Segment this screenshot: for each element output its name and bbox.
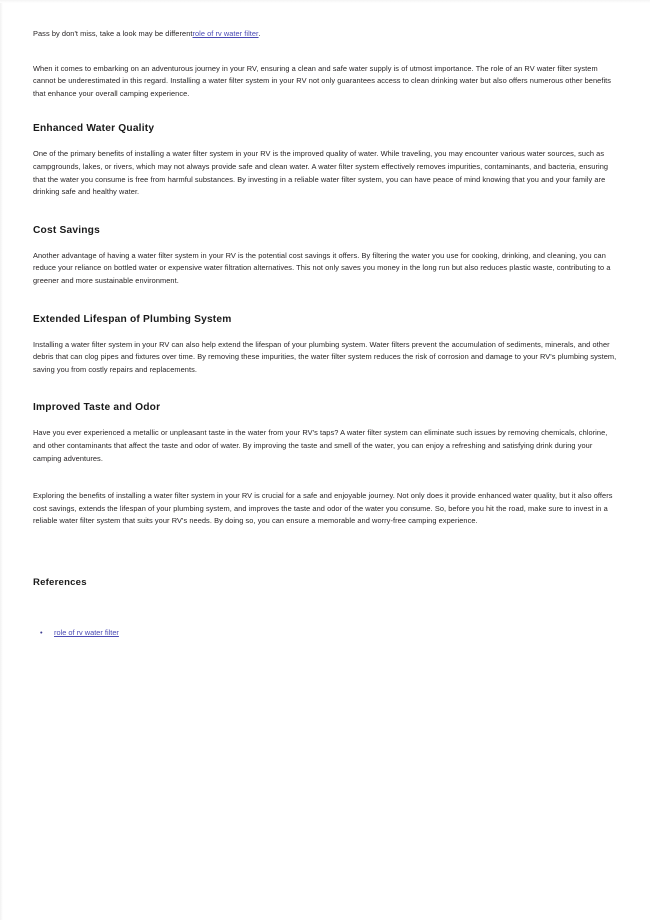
reference-list xyxy=(33,627,619,639)
section-paragraph: Have you ever experienced a metallic or unpleasant taste in the water from your RV's taps? A water filter system can eliminate such issues by removing chemicals, chlorine, and other contaminants that affect the taste and odor of water. By improving the taste and smell of the water, you can enjoy a refreshing and satisfying drink during your camping adventures. xyxy=(33,428,608,463)
section-spacer xyxy=(33,211,619,224)
page-edge-top xyxy=(0,0,650,3)
intro-text-before-link: Pass by don't miss, take a look may be different xyxy=(33,29,193,38)
section-heading: Extended Lifespan of Plumbing System xyxy=(33,313,232,325)
section-extended-lifespan-of-plumbing-system xyxy=(33,313,619,377)
document-content xyxy=(33,28,619,643)
intro-text-after-link: . xyxy=(258,29,261,38)
section-heading: Cost Savings xyxy=(33,224,100,236)
page-edge-left xyxy=(0,0,3,920)
section-paragraph: Another advantage of having a water filter system in your RV is the potential cost savings it offers. By filtering the water you use for cooking, drinking, and cleaning, you can reduce your reliance on bottled water or expensive water filtration alternatives. This not only saves you money in the long run but also reduces plastic waste, contributing to a greener and more sustainable environment. xyxy=(33,250,611,285)
list-item xyxy=(33,627,619,639)
section-spacer xyxy=(33,388,619,401)
lead-paragraph: When it comes to embarking on an adventurous journey in your RV, ensuring a clean and safe water supply is of utmost importance. The role of an RV water filter system cannot be underestimated in this regard. Installing a water filter system in your RV not only guarantees access to clean drinking water but also offers numerous other benefits that enhance your overall camping experience. xyxy=(33,63,612,98)
references-block xyxy=(33,576,619,639)
references-heading: References xyxy=(33,576,87,588)
intro-inline-link[interactable]: role of rv water filter xyxy=(192,29,259,38)
section-cost-savings xyxy=(33,224,619,288)
section-enhanced-water-quality xyxy=(33,122,619,198)
intro-paragraph xyxy=(33,28,619,41)
section-spacer xyxy=(33,300,619,313)
section-heading: Enhanced Water Quality xyxy=(33,123,155,135)
reference-link[interactable]: role of rv water filter xyxy=(54,627,119,637)
closing-paragraph: Exploring the benefits of installing a water filter system in your RV is crucial for a safe and enjoyable journey. Not only does it provide enhanced water quality, but it also offers cost savings, extends the lifespan of your plumbing system, and improves the taste and odor of the water you consume. So, before you hit the road, make sure to invest in a reliable water filter system that suits your RV's needs. By doing so, you can ensure a memorable and worry-free camping experience. xyxy=(33,491,613,526)
section-paragraph: One of the primary benefits of installing a water filter system in your RV is the improved quality of water. While traveling, you may encounter various water sources, such as campgrounds, lakes, or rivers, which may not always provide safe and clean water. A water filter system effectively removes impurities, contaminants, and bacteria, ensuring that the water you consume is free from harmful substances. By investing in a reliable water filter system, you can have peace of mind knowing that you and your family are drinking safe and healthy water. xyxy=(33,149,609,197)
section-heading: Improved Taste and Odor xyxy=(33,402,161,414)
section-improved-taste-and-odor xyxy=(33,401,619,465)
section-spacer xyxy=(33,477,619,490)
section-paragraph: Installing a water filter system in your RV can also help extend the lifespan of your plumbing system. Water filters prevent the accumulation of sediments, minerals, and other debris that can clog pipes and fixtures over time. By removing these impurities, the water filter system reduces the risk of corrosion and damage to your RV's plumbing system, saving you from costly repairs and replacements. xyxy=(33,339,617,374)
bullet-icon: • xyxy=(40,627,43,637)
